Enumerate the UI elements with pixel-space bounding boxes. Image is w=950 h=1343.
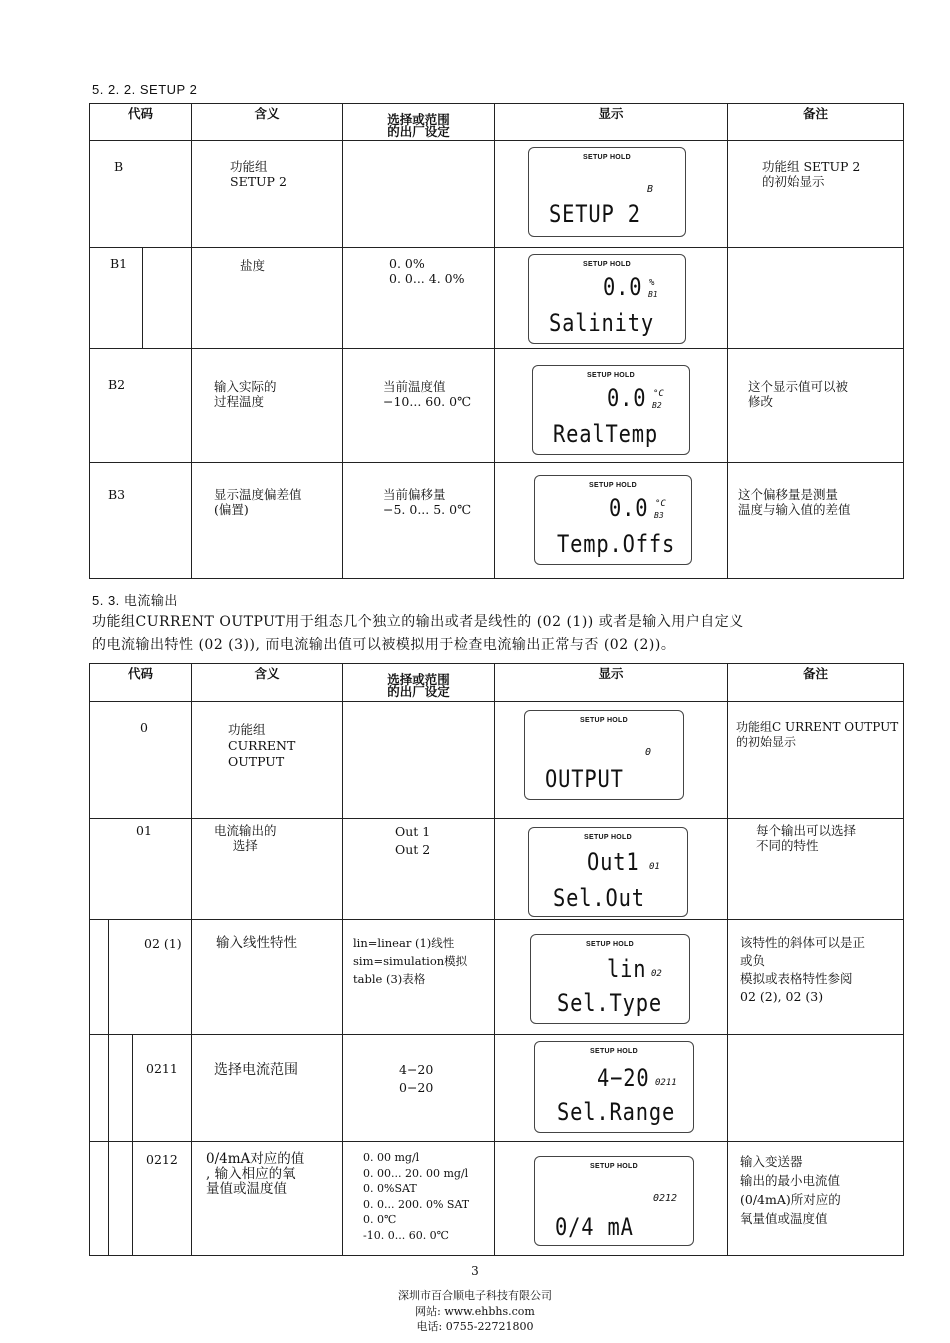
header-note: 备注: [728, 664, 904, 702]
page-number: 3: [471, 1264, 479, 1278]
code-cell: 01: [136, 823, 152, 838]
range-cell: 4−20 0−20: [399, 1062, 434, 1095]
meaning-cell: 功能组 SETUP 2: [230, 159, 287, 189]
header-display: 显示: [495, 664, 728, 702]
lcd-code: B: [647, 184, 654, 195]
code-cell: 0211: [146, 1061, 178, 1076]
lcd-unit: °C: [655, 499, 666, 509]
lcd-status-label: SETUP HOLD: [590, 1048, 638, 1055]
lcd-text: SETUP 2: [549, 200, 641, 228]
meaning-cell: 0/4mA对应的值 , 输入相应的氧 量值或温度值: [206, 1151, 305, 1197]
lcd-display: [532, 365, 690, 455]
lcd-text: Salinity: [549, 309, 655, 337]
footer-company: 深圳市百合顺电子科技有限公司: [398, 1289, 552, 1302]
lcd-status-label: SETUP HOLD: [583, 154, 631, 161]
lcd-value: 0.0: [603, 273, 643, 301]
section-title: 5. 3. 电流输出: [92, 593, 178, 608]
lcd-code: 0211: [655, 1078, 677, 1088]
note-cell: 功能组C URRENT OUTPUT 的初始显示: [736, 720, 899, 749]
lcd-text: Sel.Range: [557, 1098, 676, 1126]
lcd-text: RealTemp: [553, 420, 659, 448]
lcd-status-label: SETUP HOLD: [580, 717, 628, 724]
note-cell: 这个偏移量是测量 温度与输入值的差值: [738, 487, 851, 517]
lcd-code: B3: [654, 511, 664, 520]
lcd-display: [534, 475, 692, 565]
code-cell: 02 (1): [144, 936, 182, 951]
header-code: 代码: [90, 664, 192, 702]
range-cell: 当前偏移量 −5. 0... 5. 0℃: [383, 487, 472, 517]
indent-line: [108, 920, 109, 1035]
range-cell: Out 1 Out 2: [395, 824, 431, 857]
header-note: 备注: [728, 104, 904, 141]
lcd-status-label: SETUP HOLD: [589, 482, 637, 489]
note-cell: 这个显示值可以被 修改: [748, 379, 849, 409]
lcd-display: [530, 934, 690, 1024]
lcd-text: 0/4 mA: [555, 1213, 634, 1241]
indent-line: [108, 1142, 109, 1256]
meaning-cell: 盐度: [240, 258, 266, 273]
lcd-unit: %: [649, 278, 655, 288]
indent-line: [108, 1035, 109, 1142]
lcd-unit: °C: [653, 389, 664, 399]
code-cell: B1: [110, 256, 128, 271]
lcd-text: Sel.Type: [557, 989, 663, 1017]
header-range: 选择或范围 的出厂设定: [343, 664, 495, 702]
header-meaning: 含义: [192, 664, 343, 702]
lcd-code: 0212: [653, 1193, 678, 1204]
code-cell: 0: [140, 720, 148, 735]
table-row: [90, 349, 904, 463]
lcd-display: [528, 827, 688, 917]
code-cell: B: [114, 159, 124, 174]
range-cell: 0. 0% 0. 0... 4. 0%: [389, 256, 465, 286]
note-cell: 输入变送器 输出的最小电流值 (0/4mA)所对应的 氧量值或温度值: [740, 1154, 841, 1226]
lcd-display: [534, 1156, 694, 1246]
lcd-display: [528, 147, 686, 237]
table-row: [90, 141, 904, 248]
table-row: [90, 1142, 904, 1256]
meaning-cell: 输入实际的 过程温度: [214, 379, 277, 409]
section-title: 5. 2. 2. SETUP 2: [92, 82, 198, 97]
table-row: [90, 819, 904, 920]
indent-line: [142, 248, 143, 348]
table-row: [90, 463, 904, 579]
setup2-table: [89, 103, 904, 579]
lcd-value: Out1: [587, 848, 640, 876]
indent-line: [132, 1035, 133, 1142]
lcd-code: 02: [651, 969, 662, 979]
lcd-value: 4−20: [597, 1064, 650, 1092]
lcd-status-label: SETUP HOLD: [587, 372, 635, 379]
lcd-display: [528, 254, 686, 344]
code-cell: B2: [108, 377, 126, 392]
header-display: 显示: [495, 104, 728, 141]
meaning-cell: 功能组 CURRENT OUTPUT: [228, 722, 296, 769]
table-row: [90, 248, 904, 349]
lcd-display: [524, 710, 684, 800]
header-meaning: 含义: [192, 104, 343, 141]
meaning-cell: 显示温度偏差值 (偏置): [214, 487, 302, 517]
note-cell: 该特性的斜体可以是正 或负 模拟或表格特性参阅 02 (2), 02 (3): [740, 935, 866, 1004]
meaning-cell: 选择电流范围: [214, 1062, 298, 1078]
footer-phone: 电话: 0755-22721800: [416, 1320, 534, 1333]
table-row: [90, 920, 904, 1035]
range-cell: 当前温度值 −10... 60. 0℃: [383, 379, 472, 409]
note-cell: 每个输出可以选择 不同的特性: [756, 823, 857, 853]
lcd-status-label: SETUP HOLD: [586, 941, 634, 948]
lcd-code: 0: [645, 747, 652, 758]
lcd-status-label: SETUP HOLD: [583, 261, 631, 268]
lcd-status-label: SETUP HOLD: [590, 1163, 638, 1170]
lcd-text: OUTPUT: [545, 765, 624, 793]
table-row: [90, 1035, 904, 1142]
lcd-code: B2: [652, 401, 662, 410]
lcd-value: lin: [607, 955, 647, 983]
meaning-cell: 输入线性特性: [216, 935, 297, 951]
lcd-value: 0.0: [607, 384, 647, 412]
footer-website: 网站: www.ehbhs.com: [415, 1305, 535, 1318]
indent-line: [132, 1142, 133, 1256]
lcd-status-label: SETUP HOLD: [584, 834, 632, 841]
header-range: 选择或范围 的出厂设定: [343, 104, 495, 141]
lcd-code: 01: [649, 862, 660, 872]
header-code: 代码: [90, 104, 192, 141]
paragraph-line: 的电流输出特性 (02 (3)), 而电流输出值可以被模拟用于检查电流输出正常与否 (02 (2))。: [92, 637, 676, 653]
range-cell: 0. 00 mg/l 0. 00... 20. 00 mg/l 0. 0%SAT 0. 0... 200. 0% SAT 0. 0℃ -10. 0... 60. 0℃: [363, 1151, 470, 1242]
lcd-code: B1: [648, 290, 658, 299]
code-cell: 0212: [146, 1152, 178, 1167]
range-cell: lin=linear (1)线性 sim=simulation模拟 table (3)表格: [353, 936, 468, 986]
paragraph-line: 功能组CURRENT OUTPUT用于组态几个独立的输出或者是线性的 (02 (1)) 或者是输入用户自定义: [92, 614, 744, 630]
lcd-value: 0.0: [609, 494, 649, 522]
current-output-table: [89, 663, 904, 1256]
meaning-cell: 电流输出的 选择: [214, 823, 277, 853]
note-cell: 功能组 SETUP 2 的初始显示: [762, 159, 861, 189]
code-cell: B3: [108, 487, 126, 502]
lcd-text: Sel.Out: [553, 884, 645, 912]
lcd-text: Temp.Offs: [557, 530, 676, 558]
table-row: [90, 702, 904, 819]
lcd-display: [534, 1041, 694, 1133]
